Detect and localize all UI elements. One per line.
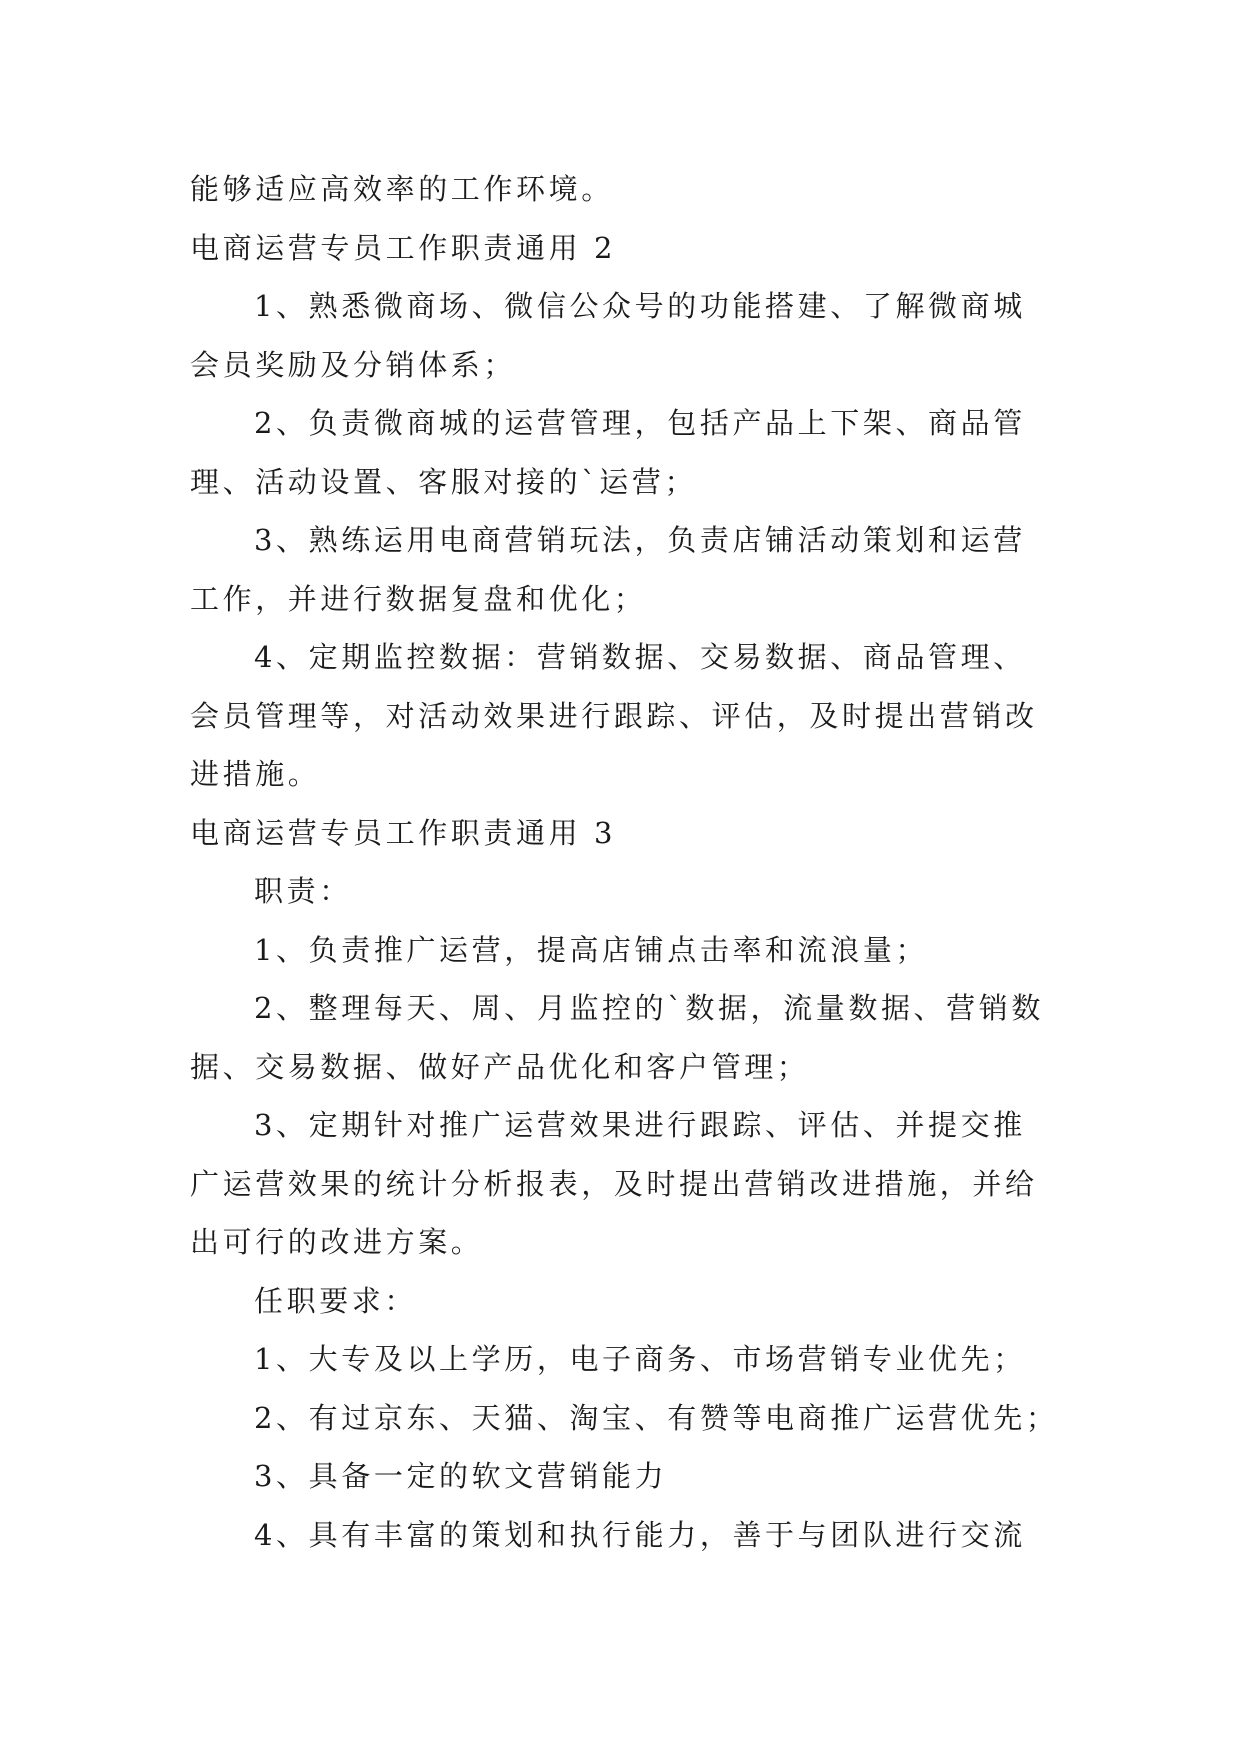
text-line: 2、负责微商城的运营管理，包括产品上下架、商品管 bbox=[254, 406, 1026, 440]
text-line: 1、大专及以上学历，电子商务、市场营销专业优先； bbox=[254, 1342, 1026, 1376]
text-line: 会员奖励及分销体系； bbox=[190, 347, 517, 382]
text-line: 2、有过京东、天猫、淘宝、有赞等电商推广运营优先； bbox=[254, 1400, 1059, 1435]
text-line: 广运营效果的统计分析报表，及时提出营销改进措施，并给 bbox=[190, 1166, 1038, 1201]
text-line: 会员管理等，对活动效果进行跟踪、评估，及时提出营销改 bbox=[190, 698, 1038, 733]
document-body bbox=[190, 160, 1059, 1564]
text-line: 4、具有丰富的策划和执行能力，善于与团队进行交流 bbox=[254, 1517, 1026, 1552]
text-line: 进措施。 bbox=[190, 757, 321, 791]
subheading: 职责： bbox=[254, 874, 352, 908]
text-line: 4、定期监控数据：营销数据、交易数据、商品管理、 bbox=[254, 640, 1026, 674]
text-line: 工作，并进行数据复盘和优化； bbox=[190, 581, 647, 616]
text-line: 1、负责推广运营，提高店铺点击率和流浪量； bbox=[254, 932, 929, 967]
text-line: 理、活动设置、客服对接的`运营； bbox=[190, 464, 698, 499]
text-line: 3、具备一定的软文营销能力 bbox=[254, 1459, 668, 1493]
text-line: 3、定期针对推广运营效果进行跟踪、评估、并提交推 bbox=[254, 1108, 1026, 1142]
text-line: 3、熟练运用电商营销玩法，负责店铺活动策划和运营 bbox=[254, 523, 1026, 557]
text-line: 1、熟悉微商场、微信公众号的功能搭建、了解微商城 bbox=[254, 289, 1026, 323]
text-line: 能够适应高效率的工作环境。 bbox=[190, 172, 614, 206]
section-heading: 电商运营专员工作职责通用 3 bbox=[190, 815, 617, 850]
section-heading: 电商运营专员工作职责通用 2 bbox=[190, 230, 617, 265]
text-line: 出可行的改进方案。 bbox=[190, 1225, 484, 1259]
subheading: 任职要求： bbox=[254, 1283, 418, 1318]
text-line: 2、整理每天、周、月监控的`数据，流量数据、营销数 bbox=[254, 991, 1044, 1025]
text-line: 据、交易数据、做好产品优化和客户管理； bbox=[190, 1049, 810, 1084]
